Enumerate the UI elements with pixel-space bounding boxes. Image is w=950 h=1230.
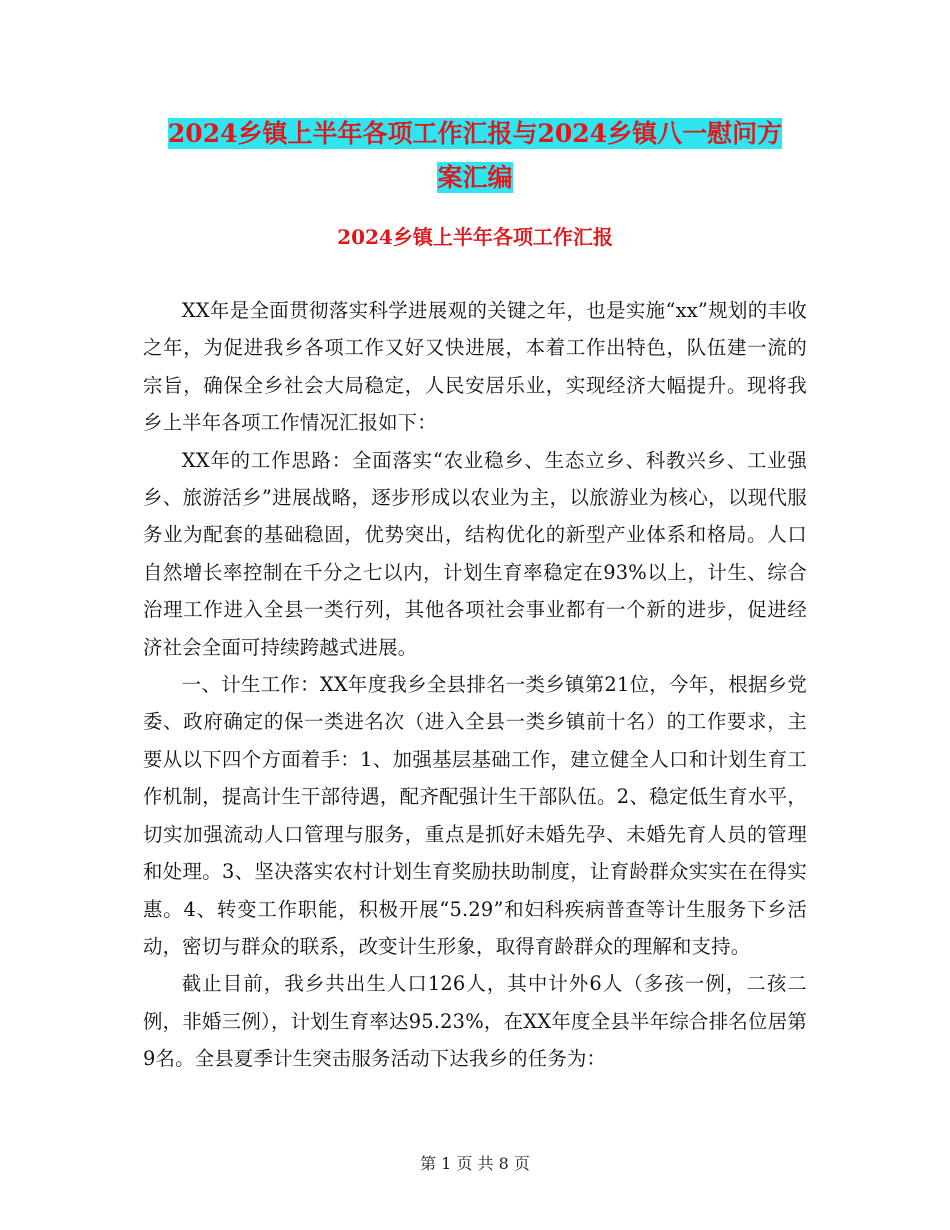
page-footer: 第 1 页 共 8 页 [420, 1154, 530, 1173]
section-title: 2024乡镇上半年各项工作汇报 [337, 225, 613, 249]
paragraph-intro: XX年是全面贯彻落实科学进展观的关键之年，也是实施“xx”规划的丰收之年，为促进我乡各项工作又好又快进展，本着工作出特色，队伍建一流的宗旨，确保全乡社会大局稳定，人民安居乐业，实现经济大幅提升。现将我乡上半年各项工作情况汇报如下： [143, 299, 807, 435]
paragraph-statistics: 截止目前，我乡共出生人口126人，其中计外6人（多孩一例，二孩二例，非婚三例），计划生育率达95.23%，在XX年度全县半年综合排名位居第9名。全县夏季计生突击服务活动下达我乡的任务为： [143, 972, 807, 1071]
document-title-line-2: 案汇编 [437, 163, 513, 192]
paragraph-work-ideas: XX年的工作思路：全面落实“农业稳乡、生态立乡、科教兴乡、工业强乡、旅游活乡”进展战略，逐步形成以农业为主，以旅游业为核心，以现代服务业为配套的基础稳固，优势突出，结构优化的新型产业体系和格局。人口自然增长率控制在千分之七以内，计划生育率稳定在93%以上，计生、综合治理工作进入全县一类行列，其他各项社会事业都有一个新的进步，促进经济社会全面可持续跨越式进展。 [143, 448, 807, 659]
document-body [143, 292, 807, 1078]
document-title [0, 112, 950, 200]
paragraph-family-planning: 一、计生工作：XX年度我乡全县排名一类乡镇第21位，今年，根据乡党委、政府确定的保一类进名次（进入全县一类乡镇前十名）的工作要求，主要从以下四个方面着手：1、加强基层基础工作，建立健全人口和计划生育工作机制，提高计生干部待遇，配齐配强计生干部队伍。2、稳定低生育水平，切实加强流动人口管理与服务，重点是抓好未婚先孕、未婚先育人员的管理和处理。3、坚决落实农村计划生育奖励扶助制度，让育龄群众实实在在得实惠。4、转变工作职能，积极开展“5.29”和妇科疾病普查等计生服务下乡活动，密切与群众的联系，改变计生形象，取得育龄群众的理解和支持。 [143, 673, 807, 958]
document-title-line-1: 2024乡镇上半年各项工作汇报与2024乡镇八一慰问方 [167, 119, 783, 148]
